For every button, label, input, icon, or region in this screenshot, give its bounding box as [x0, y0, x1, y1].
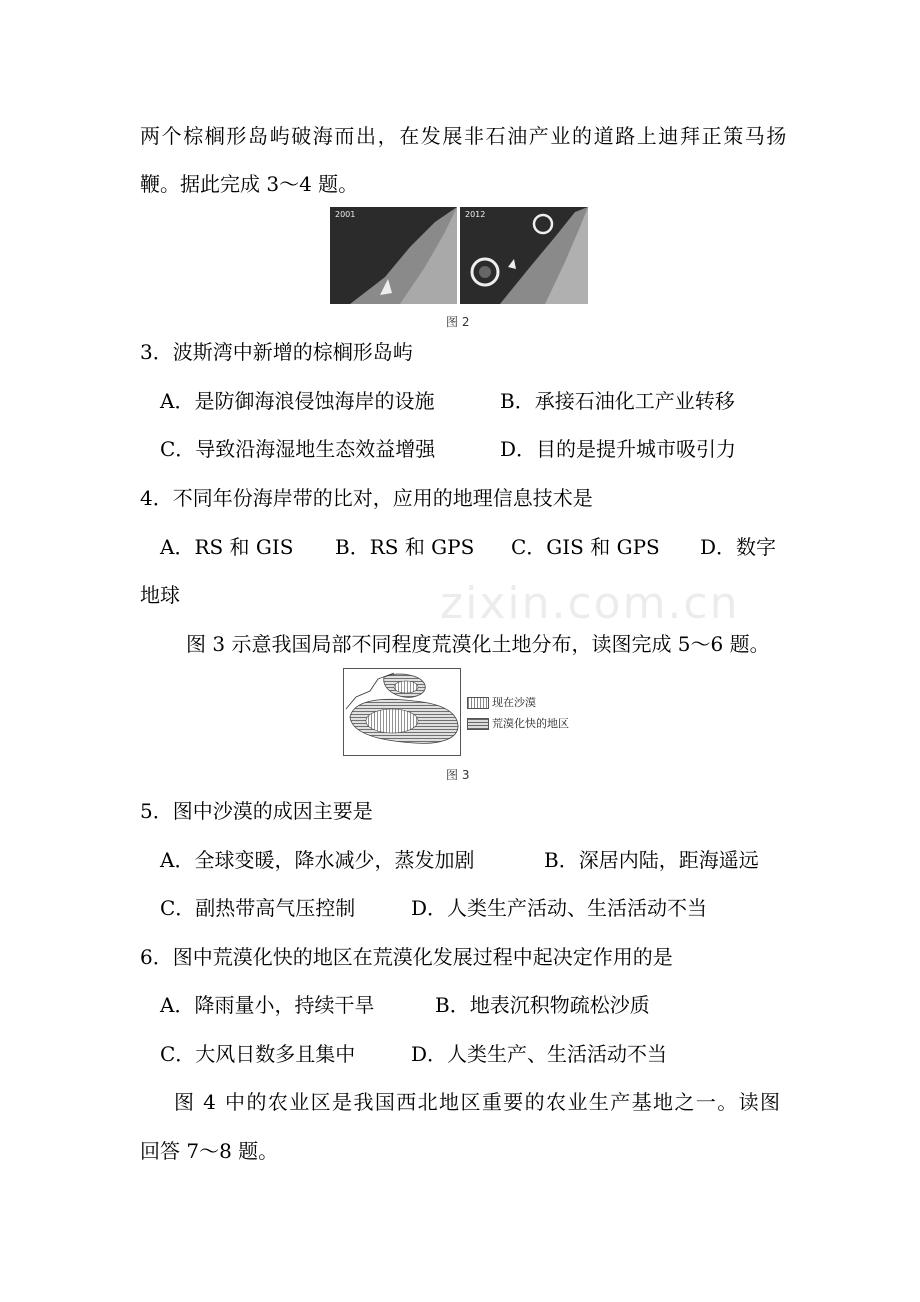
q6-option-a: A．降雨量小，持续干旱 — [160, 993, 375, 1017]
question-3-options-row-1 — [160, 388, 735, 414]
intro-line-1: 两个棕榈形岛屿破海而出，在发展非石油产业的道路上迪拜正策马扬 — [140, 124, 788, 148]
question-5-stem: 5．图中沙漠的成因主要是 — [140, 799, 373, 823]
q6-option-b: B．地表沉积物疏松沙质 — [435, 993, 650, 1017]
legend-item-desert — [467, 694, 536, 710]
question-3-options-row-2 — [160, 436, 736, 462]
q4-option-a: A．RS 和 GIS — [160, 535, 294, 559]
satellite-image-2012 — [460, 207, 588, 304]
q4-option-d-continued: 地球 — [140, 583, 180, 607]
q4-option-c: C．GIS 和 GPS — [511, 535, 660, 559]
question-6-options-row-2 — [160, 1041, 667, 1067]
intro-figure-3: 图 3 示意我国局部不同程度荒漠化土地分布，读图完成 5～6 题。 — [186, 632, 770, 656]
q3-option-b: B．承接石油化工产业转移 — [500, 389, 735, 413]
figure-2-caption: 图 2 — [446, 315, 470, 329]
watermark: zixin.com.cn — [440, 578, 740, 629]
year-label-2012: 2012 — [465, 210, 486, 219]
intro-figure-4-line-2: 回答 7～8 题。 — [140, 1139, 279, 1163]
question-5-options-row-1 — [160, 847, 759, 873]
figure-3-caption: 图 3 — [446, 768, 470, 782]
intro-figure-4-line-1: 图 4 中的农业区是我国西北地区重要的农业生产基地之一。读图 — [174, 1090, 782, 1114]
coast-2001-graphic — [330, 207, 457, 304]
year-label-2001: 2001 — [335, 210, 356, 219]
question-6-stem: 6．图中荒漠化快的地区在荒漠化发展过程中起决定作用的是 — [140, 945, 673, 969]
q5-option-a: A．全球变暖，降水减少，蒸发加剧 — [160, 848, 475, 872]
q5-option-d: D．人类生产活动、生活活动不当 — [411, 896, 708, 920]
desertification-map-graphic — [344, 669, 460, 755]
question-4-stem: 4．不同年份海岸带的比对，应用的地理信息技术是 — [140, 486, 593, 510]
coast-2012-graphic — [460, 207, 588, 304]
legend-label-fast: 荒漠化快的地区 — [492, 717, 569, 730]
q5-option-c: C．副热带高气压控制 — [160, 896, 356, 920]
satellite-image-2001 — [330, 207, 457, 304]
q3-option-a: A．是防御海浪侵蚀海岸的设施 — [160, 389, 435, 413]
q6-option-d: D．人类生产、生活活动不当 — [411, 1042, 668, 1066]
figure-2-satellite-images — [330, 207, 588, 304]
question-6-options-row-1 — [160, 992, 650, 1018]
question-5-options-row-2 — [160, 895, 707, 921]
figure-3-map — [343, 668, 571, 758]
legend-item-fast-desertification — [467, 715, 569, 731]
intro-line-2: 鞭。据此完成 3～4 题。 — [140, 172, 359, 196]
q3-option-d: D．目的是提升城市吸引力 — [500, 437, 737, 461]
q6-option-c: C．大风日数多且集中 — [160, 1042, 356, 1066]
q4-option-d: D．数字 — [700, 535, 777, 559]
legend-label-desert: 现在沙漠 — [492, 696, 536, 709]
question-4-options-row — [160, 534, 776, 560]
q4-option-b: B．RS 和 GPS — [335, 535, 475, 559]
legend-swatch-fast — [467, 718, 489, 730]
q5-option-b: B．深居内陆，距海遥远 — [544, 848, 759, 872]
map-frame — [343, 668, 461, 756]
legend-swatch-desert — [467, 697, 489, 709]
q3-option-c: C．导致沿海湿地生态效益增强 — [160, 437, 436, 461]
question-3-stem: 3．波斯湾中新增的棕榈形岛屿 — [140, 340, 413, 364]
